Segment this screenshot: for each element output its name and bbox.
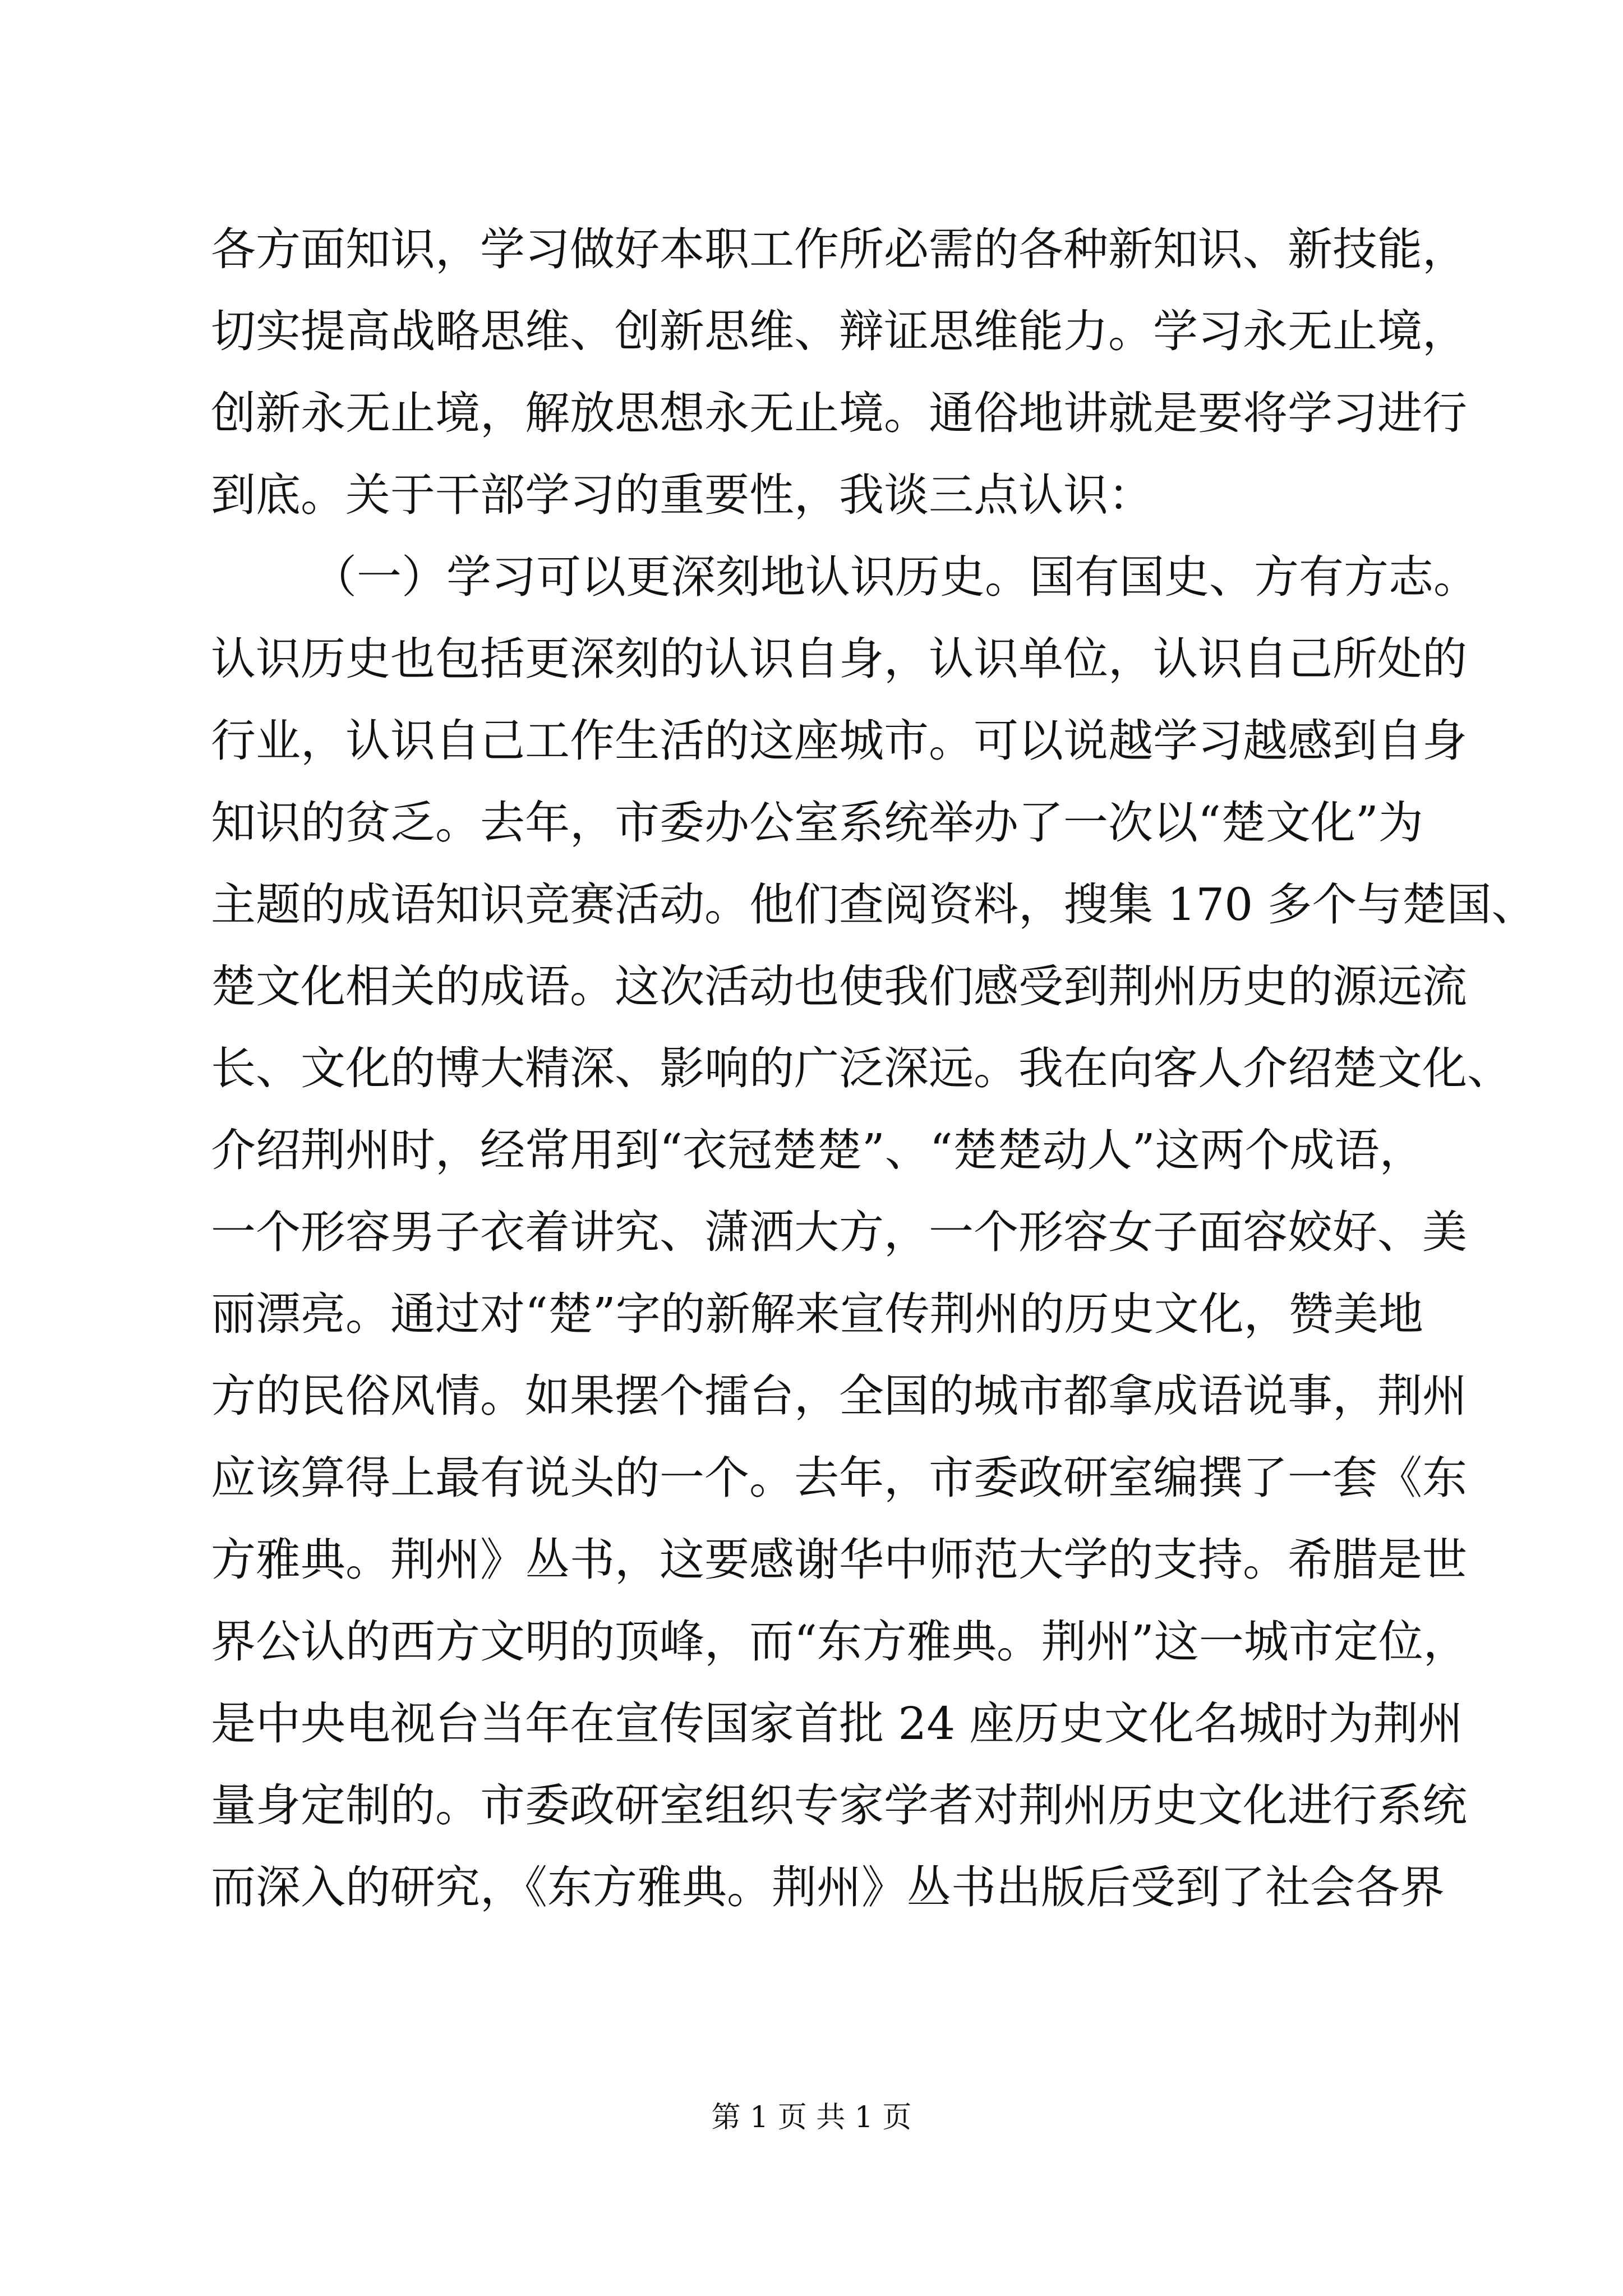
page-number-footer: 第 1 页 共 1 页 [711, 2101, 912, 2134]
text-line: 主题的成语知识竞赛活动。他们查阅资料，搜集 170 多个与楚国、 [211, 878, 1537, 931]
text-line: 方雅典。荆州》丛书，这要感谢华中师范大学的支持。希腊是世 [211, 1534, 1467, 1586]
text-line: 各方面知识，学习做好本职工作所必需的各种新知识、新技能， [211, 223, 1467, 275]
text-line: 楚文化相关的成语。这次活动也使我们感受到荆州历史的源远流 [211, 960, 1467, 1013]
text-line: 量身定制的。市委政研室组织专家学者对荆州历史文化进行系统 [211, 1779, 1467, 1832]
body-text [211, 209, 1537, 1929]
text-line: 丽漂亮。通过对“楚”字的新解来宣传荆州的历史文化，赞美地 [211, 1288, 1423, 1340]
text-line: 知识的贫乏。去年，市委办公室系统举办了一次以“楚文化”为 [211, 797, 1423, 849]
text-line: 行业，认识自己工作生活的这座城市。可以说越学习越感到自身 [211, 715, 1467, 767]
text-line: 长、文化的博大精深、影响的广泛深远。我在向客人介绍楚文化、 [211, 1042, 1512, 1094]
text-line: 而深入的研究，《东方雅典。荆州》丛书出版后受到了社会各界 [211, 1861, 1445, 1913]
text-line: 创新永无止境，解放思想永无止境。通俗地讲就是要将学习进行 [211, 387, 1467, 439]
text-line: 是中央电视台当年在宣传国家首批 24 座历史文化名城时为荆州 [211, 1697, 1463, 1750]
text-line: 认识历史也包括更深刻的认识自身，认识单位，认识自己所处的 [211, 633, 1467, 685]
text-line: 一个形容男子衣着讲究、潇洒大方，一个形容女子面容姣好、美 [211, 1206, 1467, 1258]
text-line: 到底。关于干部学习的重要性，我谈三点认识： [211, 469, 1153, 521]
text-line: 方的民俗风情。如果摆个擂台，全国的城市都拿成语说事，荆州 [211, 1370, 1467, 1422]
text-line: 切实提高战略思维、创新思维、辩证思维能力。学习永无止境， [211, 305, 1467, 357]
text-line: 应该算得上最有说头的一个。去年，市委政研室编撰了一套《东 [211, 1452, 1467, 1504]
text-line: 界公认的西方文明的顶峰，而“东方雅典。荆州”这一城市定位， [211, 1616, 1468, 1668]
text-line: 介绍荆州时，经常用到“衣冠楚楚”、“楚楚动人”这两个成语， [211, 1124, 1424, 1176]
paragraph-start-line: （一）学习可以更深刻地认识历史。国有国史、方有方志。 [312, 551, 1478, 603]
